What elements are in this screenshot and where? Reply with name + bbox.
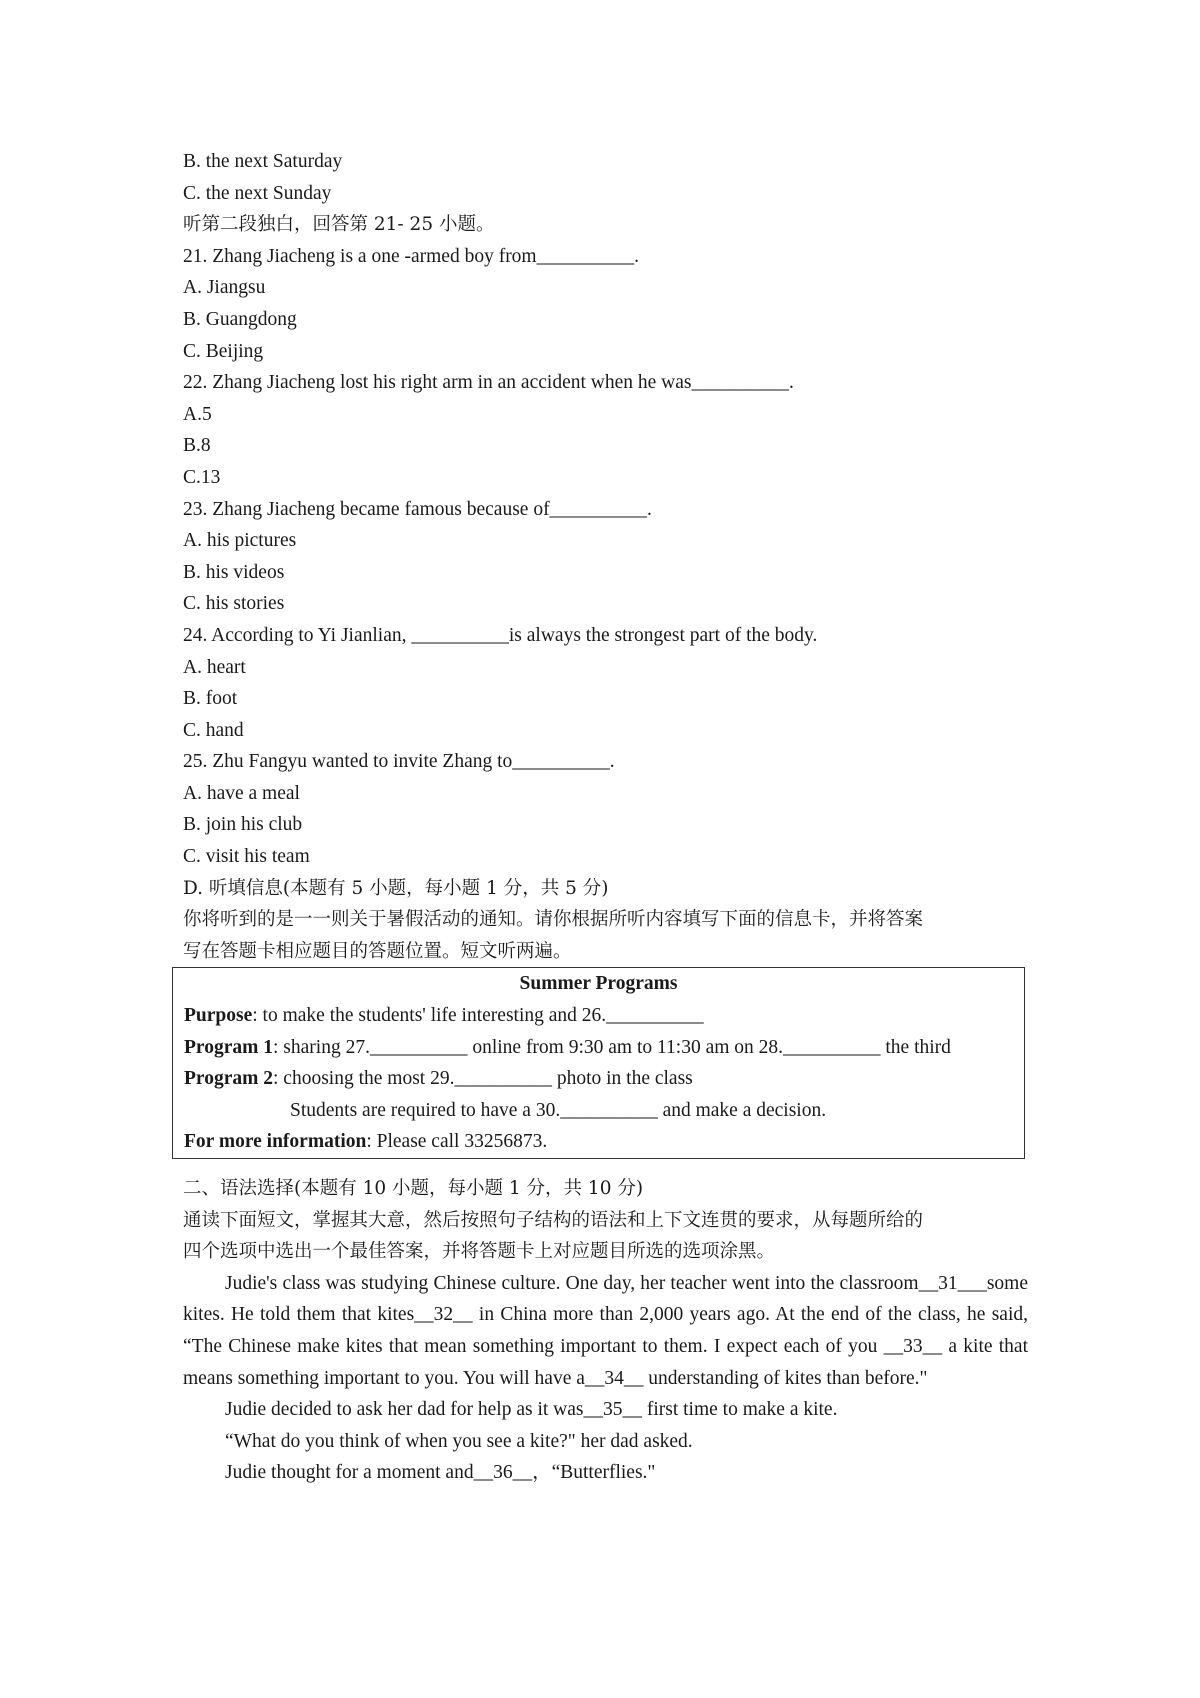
question-23	[183, 494, 1028, 620]
program-1-label: Program 1	[184, 1036, 273, 1058]
section-2-description: 通读下面短文，掌握其大意，然后按照句子结构的语法和上下文连贯的要求，从每题所给的	[183, 1209, 924, 1231]
option-a: A.5	[183, 403, 212, 425]
option-c: C. Beijing	[183, 340, 264, 362]
passage-paragraph-4: Judie thought for a moment and__36__，“Butterflies."	[225, 1462, 656, 1484]
question-stem: 22. Zhang Jiacheng lost his right arm in an accident when he was__________.	[183, 372, 794, 394]
more-info-label: For more information	[184, 1131, 367, 1153]
option-c: C. the next Sunday	[183, 182, 332, 204]
part-d-description: 你将听到的是一一则关于暑假活动的通知。请你根据所听内容填写下面的信息卡，并将答案	[183, 909, 924, 931]
option-c: C.13	[183, 466, 221, 488]
option-b: B. join his club	[183, 814, 303, 836]
part-d-description-2: 写在答题卡相应题目的答题位置。短文听两遍。	[183, 940, 572, 962]
question-stem: 25. Zhu Fangyu wanted to invite Zhang to__________.	[183, 751, 615, 773]
spacer	[183, 1159, 1028, 1173]
info-card-program-1	[184, 1032, 1013, 1064]
question-stem: 23. Zhang Jiacheng became famous because of__________.	[183, 498, 652, 520]
question-21	[183, 241, 1028, 367]
info-card-program-2-detail: Students are required to have a 30.__________ and make a decision.	[290, 1099, 827, 1121]
program-2-label: Program 2	[184, 1068, 273, 1090]
more-info-text: : Please call 33256873.	[366, 1131, 548, 1153]
option-b: B. foot	[183, 688, 238, 710]
program-2-text: : choosing the most 29.__________ photo in the class	[273, 1068, 693, 1090]
info-card-more-info	[184, 1126, 1013, 1158]
info-card-title: Summer Programs	[519, 973, 678, 995]
info-card	[172, 967, 1025, 1159]
question-24	[183, 620, 1028, 746]
option-b: B. his videos	[183, 561, 285, 583]
question-stem: 21. Zhang Jiacheng is a one -armed boy from__________.	[183, 245, 639, 267]
section-2-description-2: 四个选项中选出一个最佳答案，并将答题卡上对应题目所选的选项涂黑。	[183, 1241, 776, 1263]
option-a: A. Jiangsu	[183, 277, 266, 299]
option-a: A. heart	[183, 656, 246, 678]
part-d-title: D. 听填信息(本题有 5 小题，每小题 1 分，共 5 分)	[183, 877, 609, 899]
question-25	[183, 746, 1028, 872]
passage-paragraph-1: Judie's class was studying Chinese culture. One day, her teacher went into the classroom__31___some kites. He told them that kites__32__ in China more than 2,000 years ago. At the end of the class, he said, “The Chinese make kites that mean something important to them. I expect each of you __33__ a kite that means something important to you. You will have a__34__ understanding of kites than before."	[183, 1272, 1028, 1389]
exam-page	[183, 146, 1028, 1489]
option-b: B. the next Saturday	[183, 151, 343, 172]
section-2-title: 二、语法选择(本题有 10 小题，每小题 1 分，共 10 分)	[183, 1178, 644, 1199]
purpose-label: Purpose	[184, 1005, 253, 1027]
purpose-text: : to make the students' life interesting and 26.__________	[252, 1005, 704, 1027]
info-card-program-2	[184, 1063, 1013, 1095]
option-c: C. his stories	[183, 593, 285, 615]
listening-instruction: 听第二段独白，回答第 21- 25 小题。	[183, 214, 495, 236]
passage-paragraph-3: “What do you think of when you see a kite?" her dad asked.	[225, 1430, 693, 1452]
passage-paragraph-2: Judie decided to ask her dad for help as it was__35__ first time to make a kite.	[225, 1399, 838, 1421]
question-22	[183, 367, 1028, 493]
option-b: B. Guangdong	[183, 308, 297, 330]
option-a: A. his pictures	[183, 530, 297, 552]
program-1-text: : sharing 27.__________ online from 9:30 am to 11:30 am on 28.__________ the third	[273, 1036, 951, 1058]
option-c: C. visit his team	[183, 846, 310, 868]
info-card-purpose	[184, 1000, 1013, 1032]
option-b: B.8	[183, 435, 211, 457]
option-a: A. have a meal	[183, 782, 300, 804]
q20-options	[183, 146, 1028, 209]
question-stem: 24. According to Yi Jianlian, __________is always the strongest part of the body.	[183, 624, 818, 646]
option-c: C. hand	[183, 719, 244, 741]
